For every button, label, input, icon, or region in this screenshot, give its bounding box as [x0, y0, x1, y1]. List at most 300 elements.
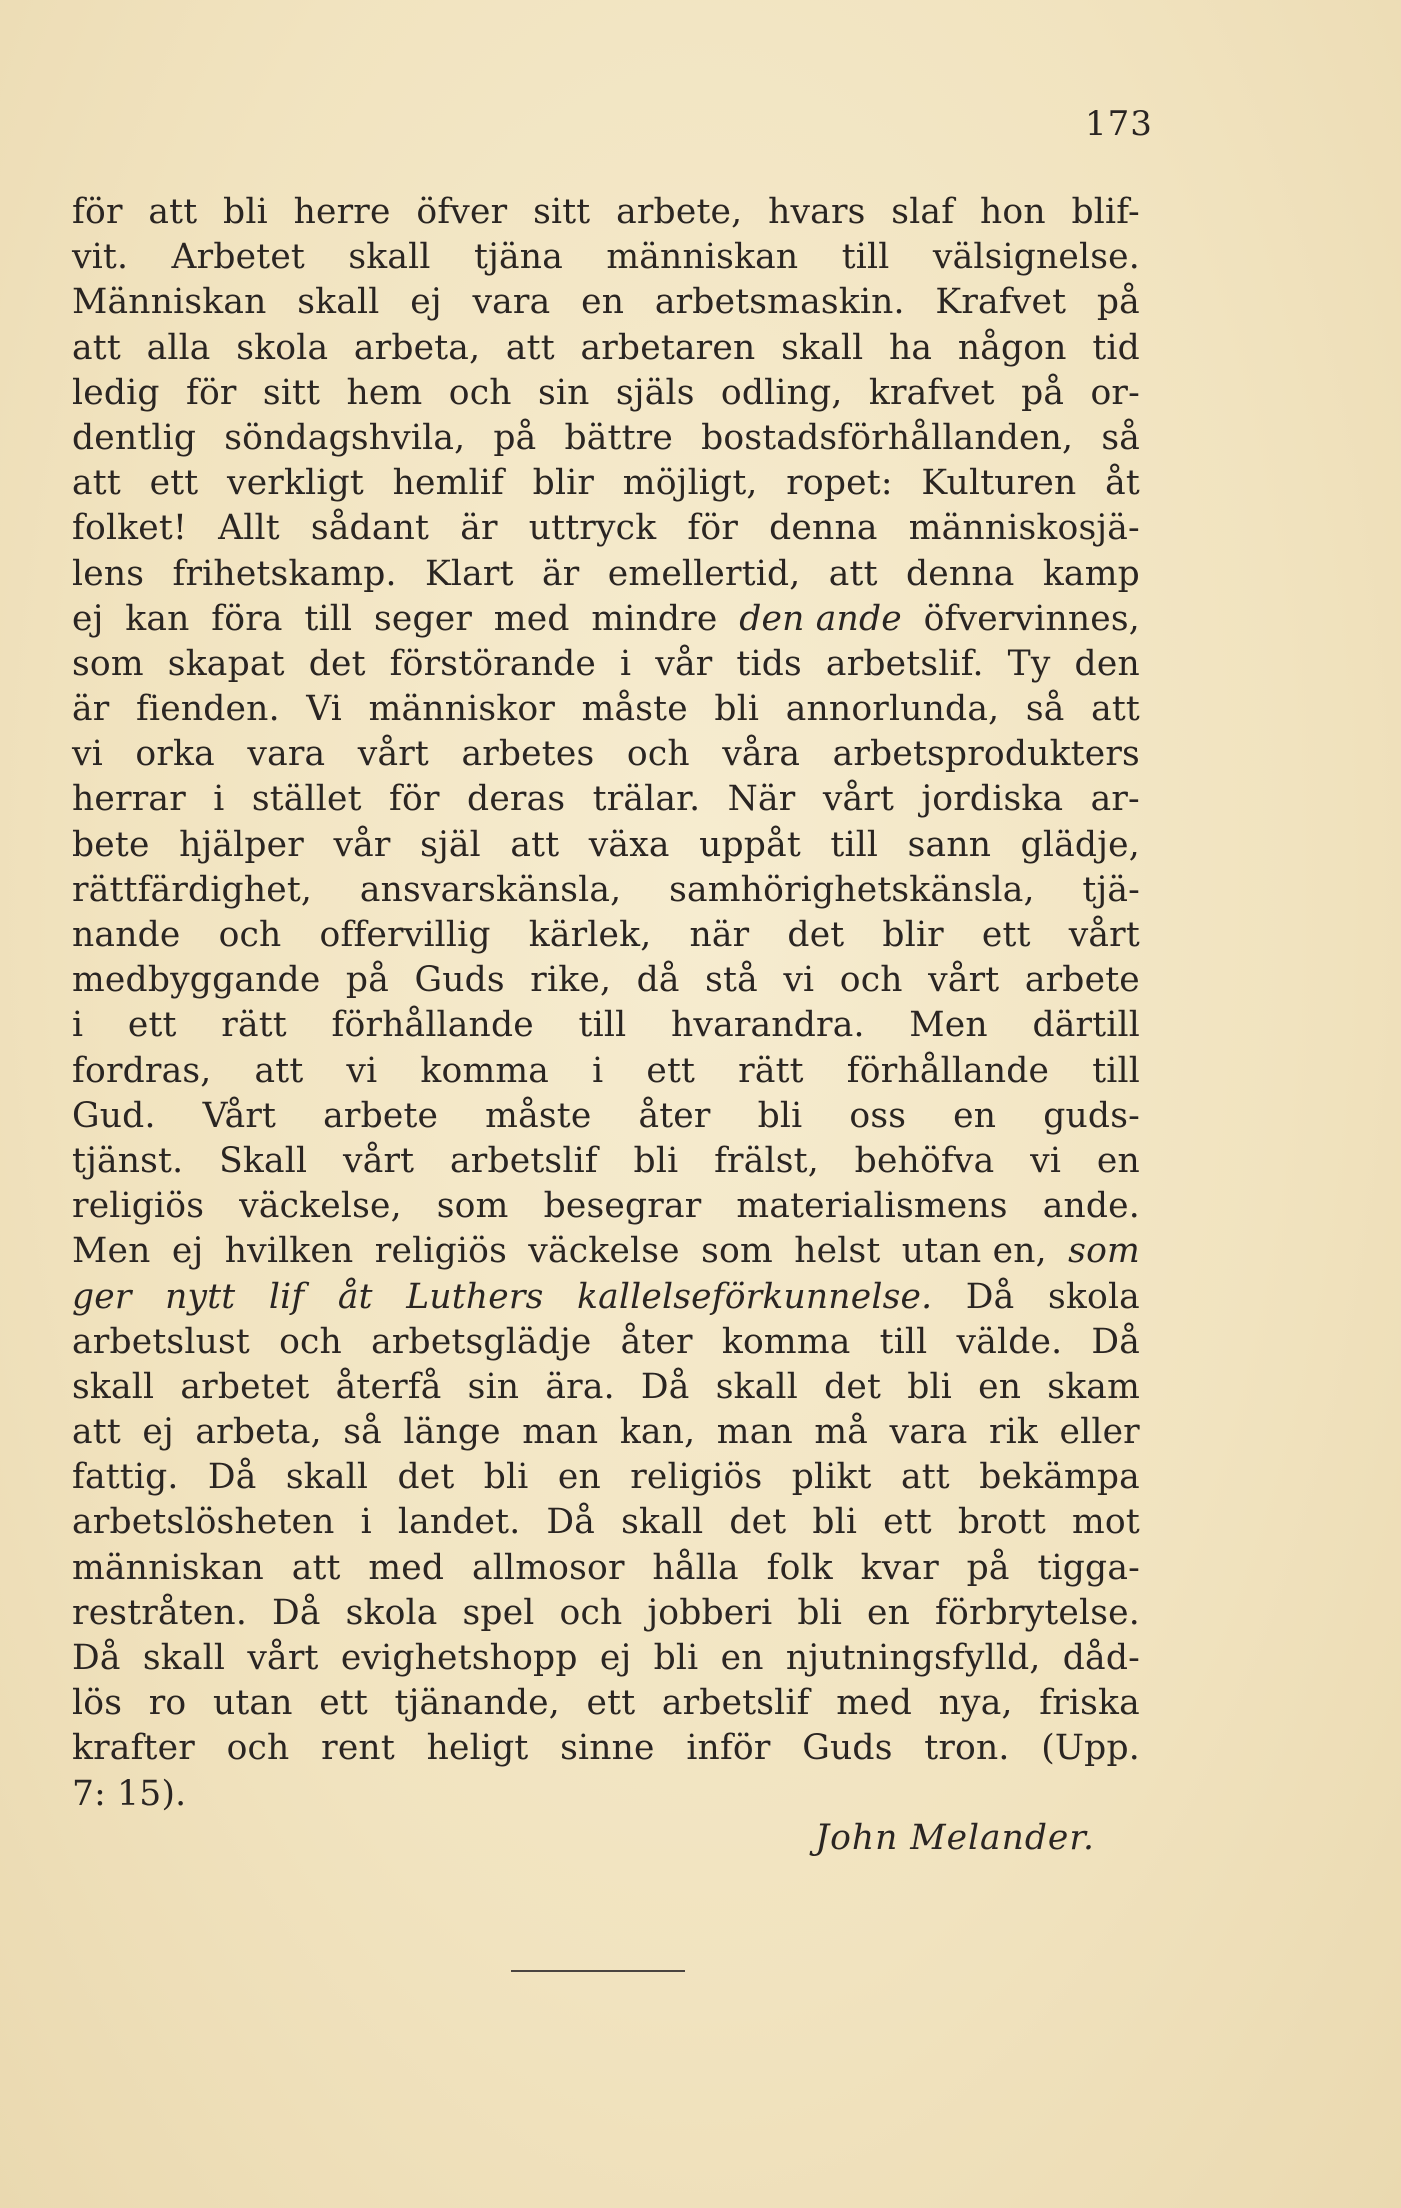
word: förhållande [846, 1050, 1050, 1091]
word: åter [638, 1095, 711, 1136]
word: bli [223, 192, 268, 232]
word: som [1068, 1231, 1140, 1272]
word: att [72, 327, 121, 368]
word: vi [72, 734, 103, 775]
text-line [72, 554, 1140, 599]
word: skola [236, 327, 329, 368]
text-line [72, 1096, 1140, 1141]
word: vårt [1068, 915, 1140, 955]
text-line [72, 237, 1140, 282]
word: skall [715, 1366, 798, 1407]
word: det [308, 643, 366, 684]
word: rättfärdighet, [72, 869, 313, 910]
word: utan en, [901, 1231, 1047, 1272]
word: ro [148, 1683, 187, 1724]
word: religiös [630, 1457, 763, 1498]
word: mot [1071, 1502, 1140, 1543]
word: tigga- [1037, 1547, 1140, 1588]
word: därtill [1032, 1005, 1140, 1046]
word: måste [485, 1095, 592, 1136]
word: åt [337, 1276, 373, 1317]
word: skall [285, 1457, 369, 1498]
word: ar- [1090, 779, 1140, 820]
word: denna [769, 508, 878, 549]
word: våra [722, 734, 801, 775]
word: att [72, 1412, 121, 1453]
word: blir [882, 915, 944, 955]
word: hon [979, 192, 1046, 232]
word: skola [345, 1592, 438, 1633]
word: åt [1105, 463, 1140, 504]
word: orka [135, 734, 215, 775]
word: en [557, 1457, 601, 1498]
word: Då [640, 1366, 690, 1407]
word: när [689, 915, 750, 955]
word: allmosor [471, 1547, 625, 1588]
word: evighetshopp [340, 1638, 578, 1678]
word: en [581, 282, 625, 323]
text-line [72, 328, 1140, 373]
word: ha [888, 327, 933, 368]
word: människor [368, 689, 556, 730]
word: skam [1047, 1366, 1140, 1407]
word: hvars [768, 192, 866, 232]
text-line [72, 1231, 1140, 1276]
word: skall [72, 1366, 155, 1407]
word: plikt [791, 1457, 872, 1498]
word: Klart [424, 553, 514, 594]
word: på [345, 960, 389, 1001]
word: en [978, 1366, 1022, 1407]
body-text [72, 192, 1140, 1819]
word: tron. [924, 1728, 1010, 1769]
word: tjänande, [394, 1683, 560, 1724]
word: frälst, [714, 1140, 819, 1181]
word: krafter [72, 1728, 195, 1769]
word: så [343, 1412, 382, 1453]
word: sitt [533, 192, 591, 232]
word: bli [907, 1366, 952, 1407]
word: i [72, 1005, 84, 1046]
word: Men [72, 1231, 151, 1272]
word: välsignelse. [932, 237, 1140, 278]
word: skola [1047, 1276, 1140, 1317]
text-line [72, 1367, 1140, 1412]
word: skall [781, 327, 864, 368]
word: Då [271, 1592, 321, 1633]
word: vårt [343, 1140, 415, 1181]
word: deras [467, 779, 566, 820]
word: sitt [262, 372, 321, 413]
word: odling, [720, 372, 843, 413]
word: dåd- [1062, 1638, 1140, 1678]
word: bli [757, 1095, 803, 1136]
word: med [368, 1547, 445, 1588]
word: bli [653, 1638, 699, 1678]
word: brott [957, 1502, 1046, 1543]
word: arbetes [461, 734, 595, 775]
word: hvilken [224, 1231, 354, 1272]
word: folket! [72, 508, 188, 549]
word: ande. [1042, 1186, 1140, 1227]
word: behöfva [854, 1140, 995, 1181]
word: blir [532, 463, 595, 504]
word: att [1091, 689, 1140, 730]
word: slaf [891, 192, 955, 232]
text-line [72, 373, 1140, 418]
word: vi [1030, 1140, 1062, 1181]
text-line [72, 1502, 1140, 1547]
word: blif- [1071, 192, 1140, 232]
word: lif [268, 1276, 305, 1317]
word: för [687, 508, 739, 549]
word: sin [467, 1366, 520, 1407]
word: en [867, 1592, 911, 1633]
word: guds- [1043, 1095, 1140, 1136]
word: Människan [72, 282, 267, 323]
word: och [448, 372, 512, 413]
word: ej [599, 1638, 632, 1678]
word: vårt [247, 1638, 319, 1678]
word: och [626, 734, 690, 775]
word: seger [373, 598, 473, 639]
word: kan [125, 598, 190, 639]
word: bli [797, 1592, 843, 1633]
word: människan [606, 237, 799, 278]
word: Luthers [406, 1276, 544, 1317]
word: den [1074, 643, 1140, 684]
text-line [72, 192, 1140, 237]
word: komma [420, 1050, 550, 1091]
word: trälar. [592, 779, 701, 820]
word: ett [883, 1502, 932, 1543]
word: rike, [530, 960, 612, 1001]
word: den ande [739, 598, 902, 639]
word: hålla [652, 1547, 739, 1588]
word: dentlig [72, 417, 197, 458]
word: åter [620, 1321, 693, 1362]
word: att [505, 327, 555, 368]
word: rent [321, 1728, 395, 1769]
text-line [72, 1005, 1140, 1050]
word: sinne [560, 1728, 655, 1769]
word: nya, [938, 1683, 1013, 1724]
word: skall [142, 1638, 226, 1678]
text-line [72, 779, 1140, 824]
word: rätt [221, 1005, 287, 1046]
word: Skall [219, 1140, 308, 1181]
word: religiös [72, 1186, 205, 1227]
word: arbetsglädje [371, 1321, 592, 1362]
text-line [72, 508, 1140, 553]
text-line [72, 870, 1140, 915]
word: och [839, 960, 903, 1001]
word: besegrar [543, 1186, 702, 1227]
word: vi [346, 1050, 378, 1091]
word: att [900, 1457, 950, 1498]
word: Då [965, 1276, 1015, 1317]
word: alla [146, 327, 211, 368]
word: Ty [1007, 643, 1051, 684]
word: en [1096, 1140, 1140, 1181]
word: måste [581, 689, 688, 730]
word: ej [142, 1412, 174, 1453]
word: hvarandra. [670, 1005, 865, 1046]
word: ansvarskänsla, [359, 869, 622, 910]
word: väckelse, [239, 1186, 402, 1227]
word: vår [655, 643, 713, 684]
word: bli [633, 1140, 679, 1181]
word: att [148, 192, 198, 232]
word: människosjä- [908, 508, 1140, 549]
word: kärlek, [528, 915, 652, 955]
word: Då [207, 1457, 257, 1498]
word: vår [333, 824, 391, 865]
word: 7: 15). [72, 1773, 187, 1814]
word: ett [319, 1683, 368, 1724]
text-line [72, 1683, 1140, 1728]
word: Krafvet [935, 282, 1067, 323]
word: Vårt [202, 1095, 277, 1136]
word: or- [1090, 372, 1140, 413]
word: och [218, 915, 282, 955]
word: det [824, 1366, 882, 1407]
text-line [72, 960, 1140, 1005]
word: Guds [802, 1728, 893, 1769]
word: att [254, 1050, 304, 1091]
word: till [304, 598, 353, 639]
word: till [1092, 1050, 1140, 1091]
word: heligt [426, 1728, 529, 1769]
word: till [841, 237, 890, 278]
text-line [72, 1548, 1140, 1593]
word: som [701, 1231, 773, 1272]
word: skapat [167, 643, 285, 684]
word: kan, [619, 1412, 696, 1453]
text-line [72, 1277, 1140, 1322]
word: herre [293, 192, 391, 232]
word: på [966, 1547, 1010, 1588]
word: hemlif [392, 463, 504, 504]
word: annorlunda, [785, 689, 1000, 730]
word: vårt [822, 779, 895, 820]
word: arbetet [180, 1366, 310, 1407]
word: hem [346, 372, 423, 413]
word: sann [907, 824, 992, 865]
word: jobberi [647, 1592, 773, 1633]
word: nande [72, 915, 181, 955]
word: till [830, 824, 879, 865]
word: till [578, 1005, 627, 1046]
word: så [1025, 689, 1065, 730]
text-line [72, 1141, 1140, 1186]
word: en [953, 1095, 997, 1136]
word: arbetsmaskin. [654, 282, 905, 323]
word: människan [72, 1547, 264, 1588]
word: man [716, 1412, 793, 1453]
word: öfvervinnes, [923, 598, 1140, 639]
word: arbetslif. [825, 643, 984, 684]
word: med [493, 598, 570, 639]
word: att [828, 553, 878, 594]
word: Arbetet [171, 237, 306, 278]
word: att [72, 463, 121, 504]
word: Då [546, 1502, 596, 1543]
word: ej [410, 282, 442, 323]
word: arbetslust [72, 1321, 250, 1362]
word: på [493, 417, 537, 458]
word: i [620, 643, 632, 684]
word: bekämpa [979, 1457, 1140, 1498]
word: på [1096, 282, 1140, 323]
word: öfver [416, 192, 508, 232]
word: förhållande [331, 1005, 534, 1046]
word: bete [72, 824, 150, 865]
text-line [72, 1186, 1140, 1231]
word: arbetslösheten [72, 1502, 335, 1543]
word: uppåt [699, 824, 801, 865]
word: bli [714, 689, 760, 730]
word: ära. [545, 1366, 615, 1407]
word: förbrytelse. [935, 1592, 1140, 1633]
text-line [72, 282, 1140, 327]
word: Då [72, 1638, 121, 1678]
text-line [72, 1728, 1140, 1773]
word: vara [889, 1412, 968, 1453]
text-line [72, 418, 1140, 463]
word: en [720, 1638, 764, 1678]
word: verkligt [227, 463, 364, 504]
word: skall [621, 1502, 704, 1543]
word: ger [72, 1276, 132, 1317]
word: att [291, 1547, 341, 1588]
word: fordras, [72, 1050, 212, 1091]
word: landet. [397, 1502, 521, 1543]
word: ett [127, 1005, 177, 1046]
word: på [1021, 372, 1065, 413]
word: arbetslif [661, 1683, 810, 1724]
word: ett [646, 1050, 696, 1091]
word: När [727, 779, 796, 820]
word: vi [783, 960, 815, 1001]
word: lens [72, 553, 145, 594]
word: glädje, [1020, 824, 1140, 865]
word: uttryck [528, 508, 657, 549]
word: det [397, 1457, 455, 1498]
word: utan [212, 1683, 293, 1724]
word: att [510, 824, 560, 865]
word: länge [403, 1412, 501, 1453]
word: är [542, 553, 580, 594]
word: Guds [414, 960, 505, 1001]
word: offervillig [319, 915, 491, 955]
word: komma [721, 1321, 851, 1362]
word: stället [251, 779, 362, 820]
word: föra [211, 598, 283, 639]
word: arbete, [616, 192, 743, 232]
word: denna [906, 553, 1015, 594]
word: samhörighetskänsla, [669, 869, 1035, 910]
word: helst [794, 1231, 881, 1272]
word: tid [1092, 327, 1140, 368]
word: kvar [860, 1547, 939, 1588]
word: sådant [310, 508, 430, 549]
word: arbetslif [450, 1140, 598, 1181]
word: friska [1039, 1683, 1140, 1724]
word: hjälper [179, 824, 304, 865]
word: så [1101, 417, 1140, 458]
word: själs [615, 372, 695, 413]
word: kallelseförkunnelse. [577, 1276, 933, 1317]
word: och [279, 1321, 342, 1362]
word: fienden. [136, 689, 280, 730]
word: söndagshvila, [224, 417, 466, 458]
word: arbetaren [580, 327, 756, 368]
word: materialismens [736, 1186, 1008, 1227]
word: i [592, 1050, 604, 1091]
word: må [814, 1412, 869, 1453]
word: som [72, 643, 144, 684]
word: tjäna [474, 237, 563, 278]
word: väckelse [528, 1231, 680, 1272]
text-line [72, 1457, 1140, 1502]
word: restråten. [72, 1592, 248, 1633]
word: emellertid, [607, 553, 801, 594]
word: rik [988, 1412, 1038, 1453]
word: återfå [335, 1366, 442, 1407]
text-line [72, 644, 1140, 689]
word: det [787, 915, 845, 955]
word: rätt [738, 1050, 804, 1091]
word: med [836, 1683, 913, 1724]
word: mindre [591, 598, 718, 639]
word: oss [849, 1095, 907, 1136]
text-line [72, 1638, 1140, 1683]
word: någon [957, 327, 1067, 368]
word: arbete [323, 1095, 439, 1136]
text-line [72, 1051, 1140, 1096]
text-line [72, 825, 1140, 870]
word: och [559, 1592, 623, 1633]
word: vit. [72, 237, 129, 278]
word: Gud. [72, 1095, 156, 1136]
word: vara [247, 734, 326, 775]
word: vårt [357, 734, 429, 775]
word: då [636, 960, 680, 1001]
text-line [72, 1322, 1140, 1367]
word: sin [538, 372, 590, 413]
word: fattig. [72, 1457, 179, 1498]
text-line [72, 599, 1140, 644]
word: folk [766, 1547, 833, 1588]
word: krafvet [868, 372, 995, 413]
word: lös [72, 1683, 123, 1724]
word: skall [348, 237, 431, 278]
word: välde. [956, 1321, 1063, 1362]
word: arbetsprodukters [832, 734, 1140, 775]
word: arbeta, [353, 327, 481, 368]
text-line [72, 463, 1140, 508]
word: Vi [306, 689, 343, 730]
word: vara [472, 282, 551, 323]
word: tjä- [1082, 869, 1140, 910]
word: man [522, 1412, 599, 1453]
word: det [729, 1502, 787, 1543]
word: som [436, 1186, 509, 1227]
word: är [460, 508, 498, 549]
word: Allt [218, 508, 280, 549]
word: bostadsförhållanden, [701, 417, 1074, 458]
